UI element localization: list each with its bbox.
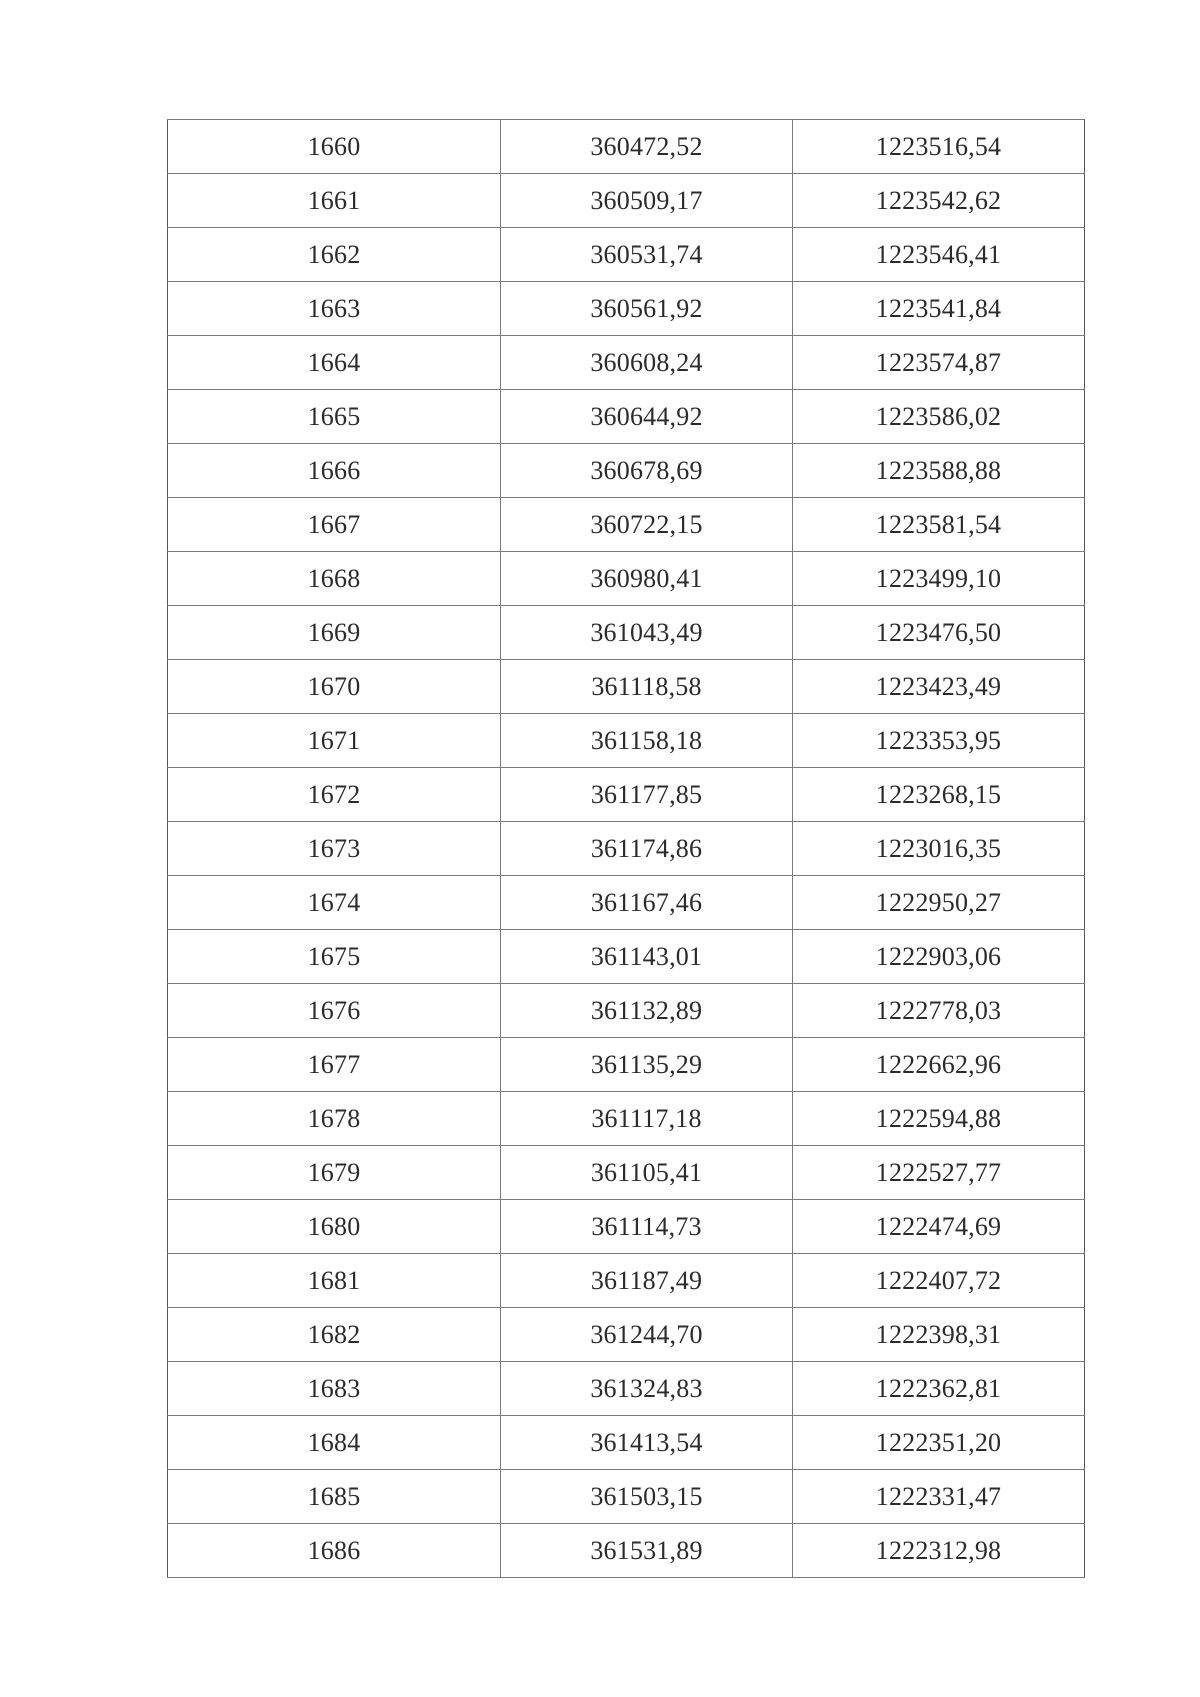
y-coordinate-cell: 1222903,06 [793, 930, 1085, 984]
x-coordinate-cell: 361167,46 [501, 876, 793, 930]
point-number-cell: 1684 [168, 1416, 501, 1470]
y-coordinate-cell: 1223423,49 [793, 660, 1085, 714]
table-row [168, 660, 1085, 714]
y-coordinate-cell: 1222362,81 [793, 1362, 1085, 1416]
y-coordinate-cell: 1222331,47 [793, 1470, 1085, 1524]
point-number-cell: 1673 [168, 822, 501, 876]
y-coordinate-cell: 1222312,98 [793, 1524, 1085, 1578]
point-number-cell: 1669 [168, 606, 501, 660]
table-row [168, 444, 1085, 498]
table-row [168, 768, 1085, 822]
x-coordinate-cell: 361105,41 [501, 1146, 793, 1200]
x-coordinate-cell: 360980,41 [501, 552, 793, 606]
x-coordinate-cell: 361135,29 [501, 1038, 793, 1092]
x-coordinate-cell: 360644,92 [501, 390, 793, 444]
table-row [168, 1362, 1085, 1416]
y-coordinate-cell: 1222474,69 [793, 1200, 1085, 1254]
x-coordinate-cell: 361114,73 [501, 1200, 793, 1254]
y-coordinate-cell: 1222662,96 [793, 1038, 1085, 1092]
point-number-cell: 1683 [168, 1362, 501, 1416]
y-coordinate-cell: 1222351,20 [793, 1416, 1085, 1470]
point-number-cell: 1662 [168, 228, 501, 282]
x-coordinate-cell: 361187,49 [501, 1254, 793, 1308]
x-coordinate-cell: 361413,54 [501, 1416, 793, 1470]
y-coordinate-cell: 1223476,50 [793, 606, 1085, 660]
table-row [168, 552, 1085, 606]
point-number-cell: 1665 [168, 390, 501, 444]
point-number-cell: 1681 [168, 1254, 501, 1308]
point-number-cell: 1660 [168, 120, 501, 174]
table-row [168, 1092, 1085, 1146]
point-number-cell: 1664 [168, 336, 501, 390]
x-coordinate-cell: 361503,15 [501, 1470, 793, 1524]
point-number-cell: 1676 [168, 984, 501, 1038]
table-row [168, 1200, 1085, 1254]
y-coordinate-cell: 1222778,03 [793, 984, 1085, 1038]
table-row [168, 390, 1085, 444]
point-number-cell: 1668 [168, 552, 501, 606]
y-coordinate-cell: 1223499,10 [793, 552, 1085, 606]
point-number-cell: 1674 [168, 876, 501, 930]
table-row [168, 174, 1085, 228]
point-number-cell: 1671 [168, 714, 501, 768]
x-coordinate-cell: 361158,18 [501, 714, 793, 768]
x-coordinate-cell: 361174,86 [501, 822, 793, 876]
table-row [168, 876, 1085, 930]
y-coordinate-cell: 1223586,02 [793, 390, 1085, 444]
table-row [168, 1146, 1085, 1200]
table-row [168, 120, 1085, 174]
y-coordinate-cell: 1223016,35 [793, 822, 1085, 876]
table-row [168, 1254, 1085, 1308]
point-number-cell: 1679 [168, 1146, 501, 1200]
table-row [168, 1308, 1085, 1362]
point-number-cell: 1663 [168, 282, 501, 336]
table-row [168, 1416, 1085, 1470]
x-coordinate-cell: 361531,89 [501, 1524, 793, 1578]
point-number-cell: 1670 [168, 660, 501, 714]
y-coordinate-cell: 1223581,54 [793, 498, 1085, 552]
y-coordinate-cell: 1222407,72 [793, 1254, 1085, 1308]
table-row [168, 336, 1085, 390]
table-row [168, 228, 1085, 282]
x-coordinate-cell: 361143,01 [501, 930, 793, 984]
y-coordinate-cell: 1223542,62 [793, 174, 1085, 228]
point-number-cell: 1661 [168, 174, 501, 228]
coordinates-table-body [168, 120, 1085, 1578]
y-coordinate-cell: 1223574,87 [793, 336, 1085, 390]
point-number-cell: 1678 [168, 1092, 501, 1146]
y-coordinate-cell: 1222950,27 [793, 876, 1085, 930]
y-coordinate-cell: 1223353,95 [793, 714, 1085, 768]
point-number-cell: 1686 [168, 1524, 501, 1578]
table-row [168, 930, 1085, 984]
y-coordinate-cell: 1223541,84 [793, 282, 1085, 336]
x-coordinate-cell: 361132,89 [501, 984, 793, 1038]
x-coordinate-cell: 360531,74 [501, 228, 793, 282]
y-coordinate-cell: 1222527,77 [793, 1146, 1085, 1200]
x-coordinate-cell: 360678,69 [501, 444, 793, 498]
x-coordinate-cell: 361118,58 [501, 660, 793, 714]
point-number-cell: 1680 [168, 1200, 501, 1254]
y-coordinate-cell: 1223588,88 [793, 444, 1085, 498]
y-coordinate-cell: 1223546,41 [793, 228, 1085, 282]
table-row [168, 282, 1085, 336]
point-number-cell: 1666 [168, 444, 501, 498]
x-coordinate-cell: 360509,17 [501, 174, 793, 228]
y-coordinate-cell: 1223516,54 [793, 120, 1085, 174]
table-row [168, 984, 1085, 1038]
x-coordinate-cell: 360608,24 [501, 336, 793, 390]
point-number-cell: 1677 [168, 1038, 501, 1092]
x-coordinate-cell: 361117,18 [501, 1092, 793, 1146]
table-row [168, 1038, 1085, 1092]
x-coordinate-cell: 360561,92 [501, 282, 793, 336]
x-coordinate-cell: 361043,49 [501, 606, 793, 660]
x-coordinate-cell: 360722,15 [501, 498, 793, 552]
table-row [168, 1524, 1085, 1578]
table-row [168, 1470, 1085, 1524]
table-row [168, 714, 1085, 768]
table-row [168, 606, 1085, 660]
table-row [168, 822, 1085, 876]
point-number-cell: 1685 [168, 1470, 501, 1524]
y-coordinate-cell: 1222398,31 [793, 1308, 1085, 1362]
coordinates-table [167, 119, 1085, 1578]
point-number-cell: 1667 [168, 498, 501, 552]
y-coordinate-cell: 1222594,88 [793, 1092, 1085, 1146]
x-coordinate-cell: 361244,70 [501, 1308, 793, 1362]
x-coordinate-cell: 361324,83 [501, 1362, 793, 1416]
y-coordinate-cell: 1223268,15 [793, 768, 1085, 822]
point-number-cell: 1672 [168, 768, 501, 822]
point-number-cell: 1675 [168, 930, 501, 984]
x-coordinate-cell: 361177,85 [501, 768, 793, 822]
point-number-cell: 1682 [168, 1308, 501, 1362]
table-row [168, 498, 1085, 552]
x-coordinate-cell: 360472,52 [501, 120, 793, 174]
